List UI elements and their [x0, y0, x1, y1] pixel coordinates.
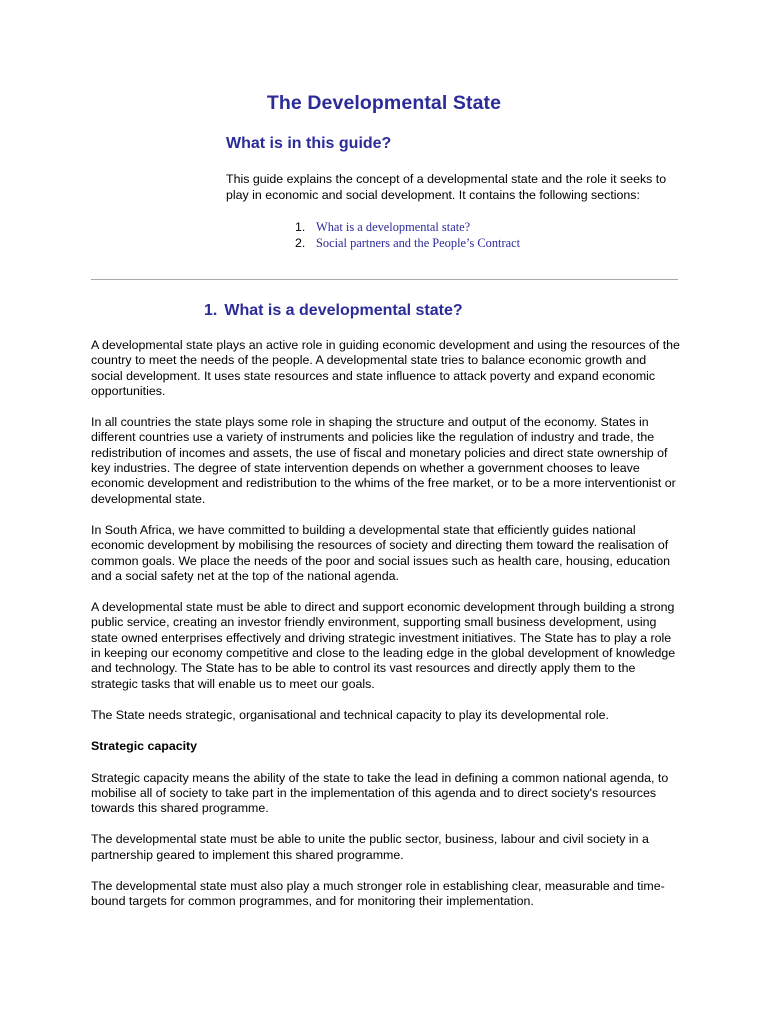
body-paragraph: Strategic capacity means the ability of the state to take the lead in defining a common national agenda, to mobilise all of society to take part in the implementation of this agenda and to direct society's resources towards this shared programme.	[91, 770, 669, 816]
body-paragraph: The State needs strategic, organisational and technical capacity to play its developmental role.	[91, 707, 609, 722]
horizontal-divider	[91, 279, 678, 280]
toc-number: 1.	[295, 220, 306, 234]
table-of-contents	[295, 219, 520, 251]
toc-link-developmental-state[interactable]: What is a developmental state?	[316, 220, 471, 234]
document-title: The Developmental State	[266, 92, 502, 114]
guide-heading: What is in this guide?	[226, 135, 392, 152]
body-paragraph: A developmental state plays an active role in guiding economic development and using the resources of the country to meet the needs of the people. A developmental state tries to balance economic growth and social development. It uses state resources and state influence to attack poverty and expand economic opportunities.	[91, 338, 680, 398]
body-paragraph: In South Africa, we have committed to building a developmental state that efficiently guides national economic development by mobilising the resources of society and directing them toward the realisation of common goals. We place the needs of the poor and social issues such as health care, housing, education and a social safety net at the top of the national agenda.	[91, 522, 671, 583]
body-paragraph: The developmental state must be able to unite the public sector, business, labour and civil society in a partnership geared to implement this shared programme.	[91, 832, 649, 862]
body-paragraph: In all countries the state plays some role in shaping the structure and output of the economy. States in different countries use a variety of instruments and policies like the regulation of industry and trade, the redistribution of incomes and assets, the use of fiscal and monetary policies and direct state ownership of key industries. The degree of state intervention depends on whether a government chooses to leave economic development and redistribution to the whims of the free market, or to be a more interventionist or developmental state.	[91, 415, 676, 506]
toc-number: 2.	[295, 236, 306, 250]
toc-item[interactable]	[295, 219, 520, 235]
toc-link-social-partners[interactable]: Social partners and the People’s Contract	[316, 236, 521, 250]
section-title: What is a developmental state?	[224, 302, 463, 319]
section-number: 1.	[204, 302, 218, 319]
toc-item[interactable]	[295, 235, 520, 251]
subheading-strategic-capacity: Strategic capacity	[91, 739, 198, 754]
section-heading	[204, 302, 463, 320]
body-paragraph: The developmental state must also play a much stronger role in establishing clear, measurable and time-bound targets for common programmes, and for monitoring their implementation.	[91, 879, 665, 909]
intro-paragraph: This guide explains the concept of a developmental state and the role it seeks to play in economic and social development. It contains the following sections:	[226, 172, 667, 202]
section-body	[91, 338, 681, 926]
body-paragraph: A developmental state must be able to direct and support economic development through building a strong public service, creating an investor friendly environment, supporting small business development, using state owned enterprises effectively and driving strategic investment initiatives. The State has to play a role in keeping our economy competitive and close to the leading edge in the global development of knowledge and technology. The State has to be able to control its vast resources and directly apply them to the strategic tasks that will enable us to meet our goals.	[91, 600, 676, 691]
